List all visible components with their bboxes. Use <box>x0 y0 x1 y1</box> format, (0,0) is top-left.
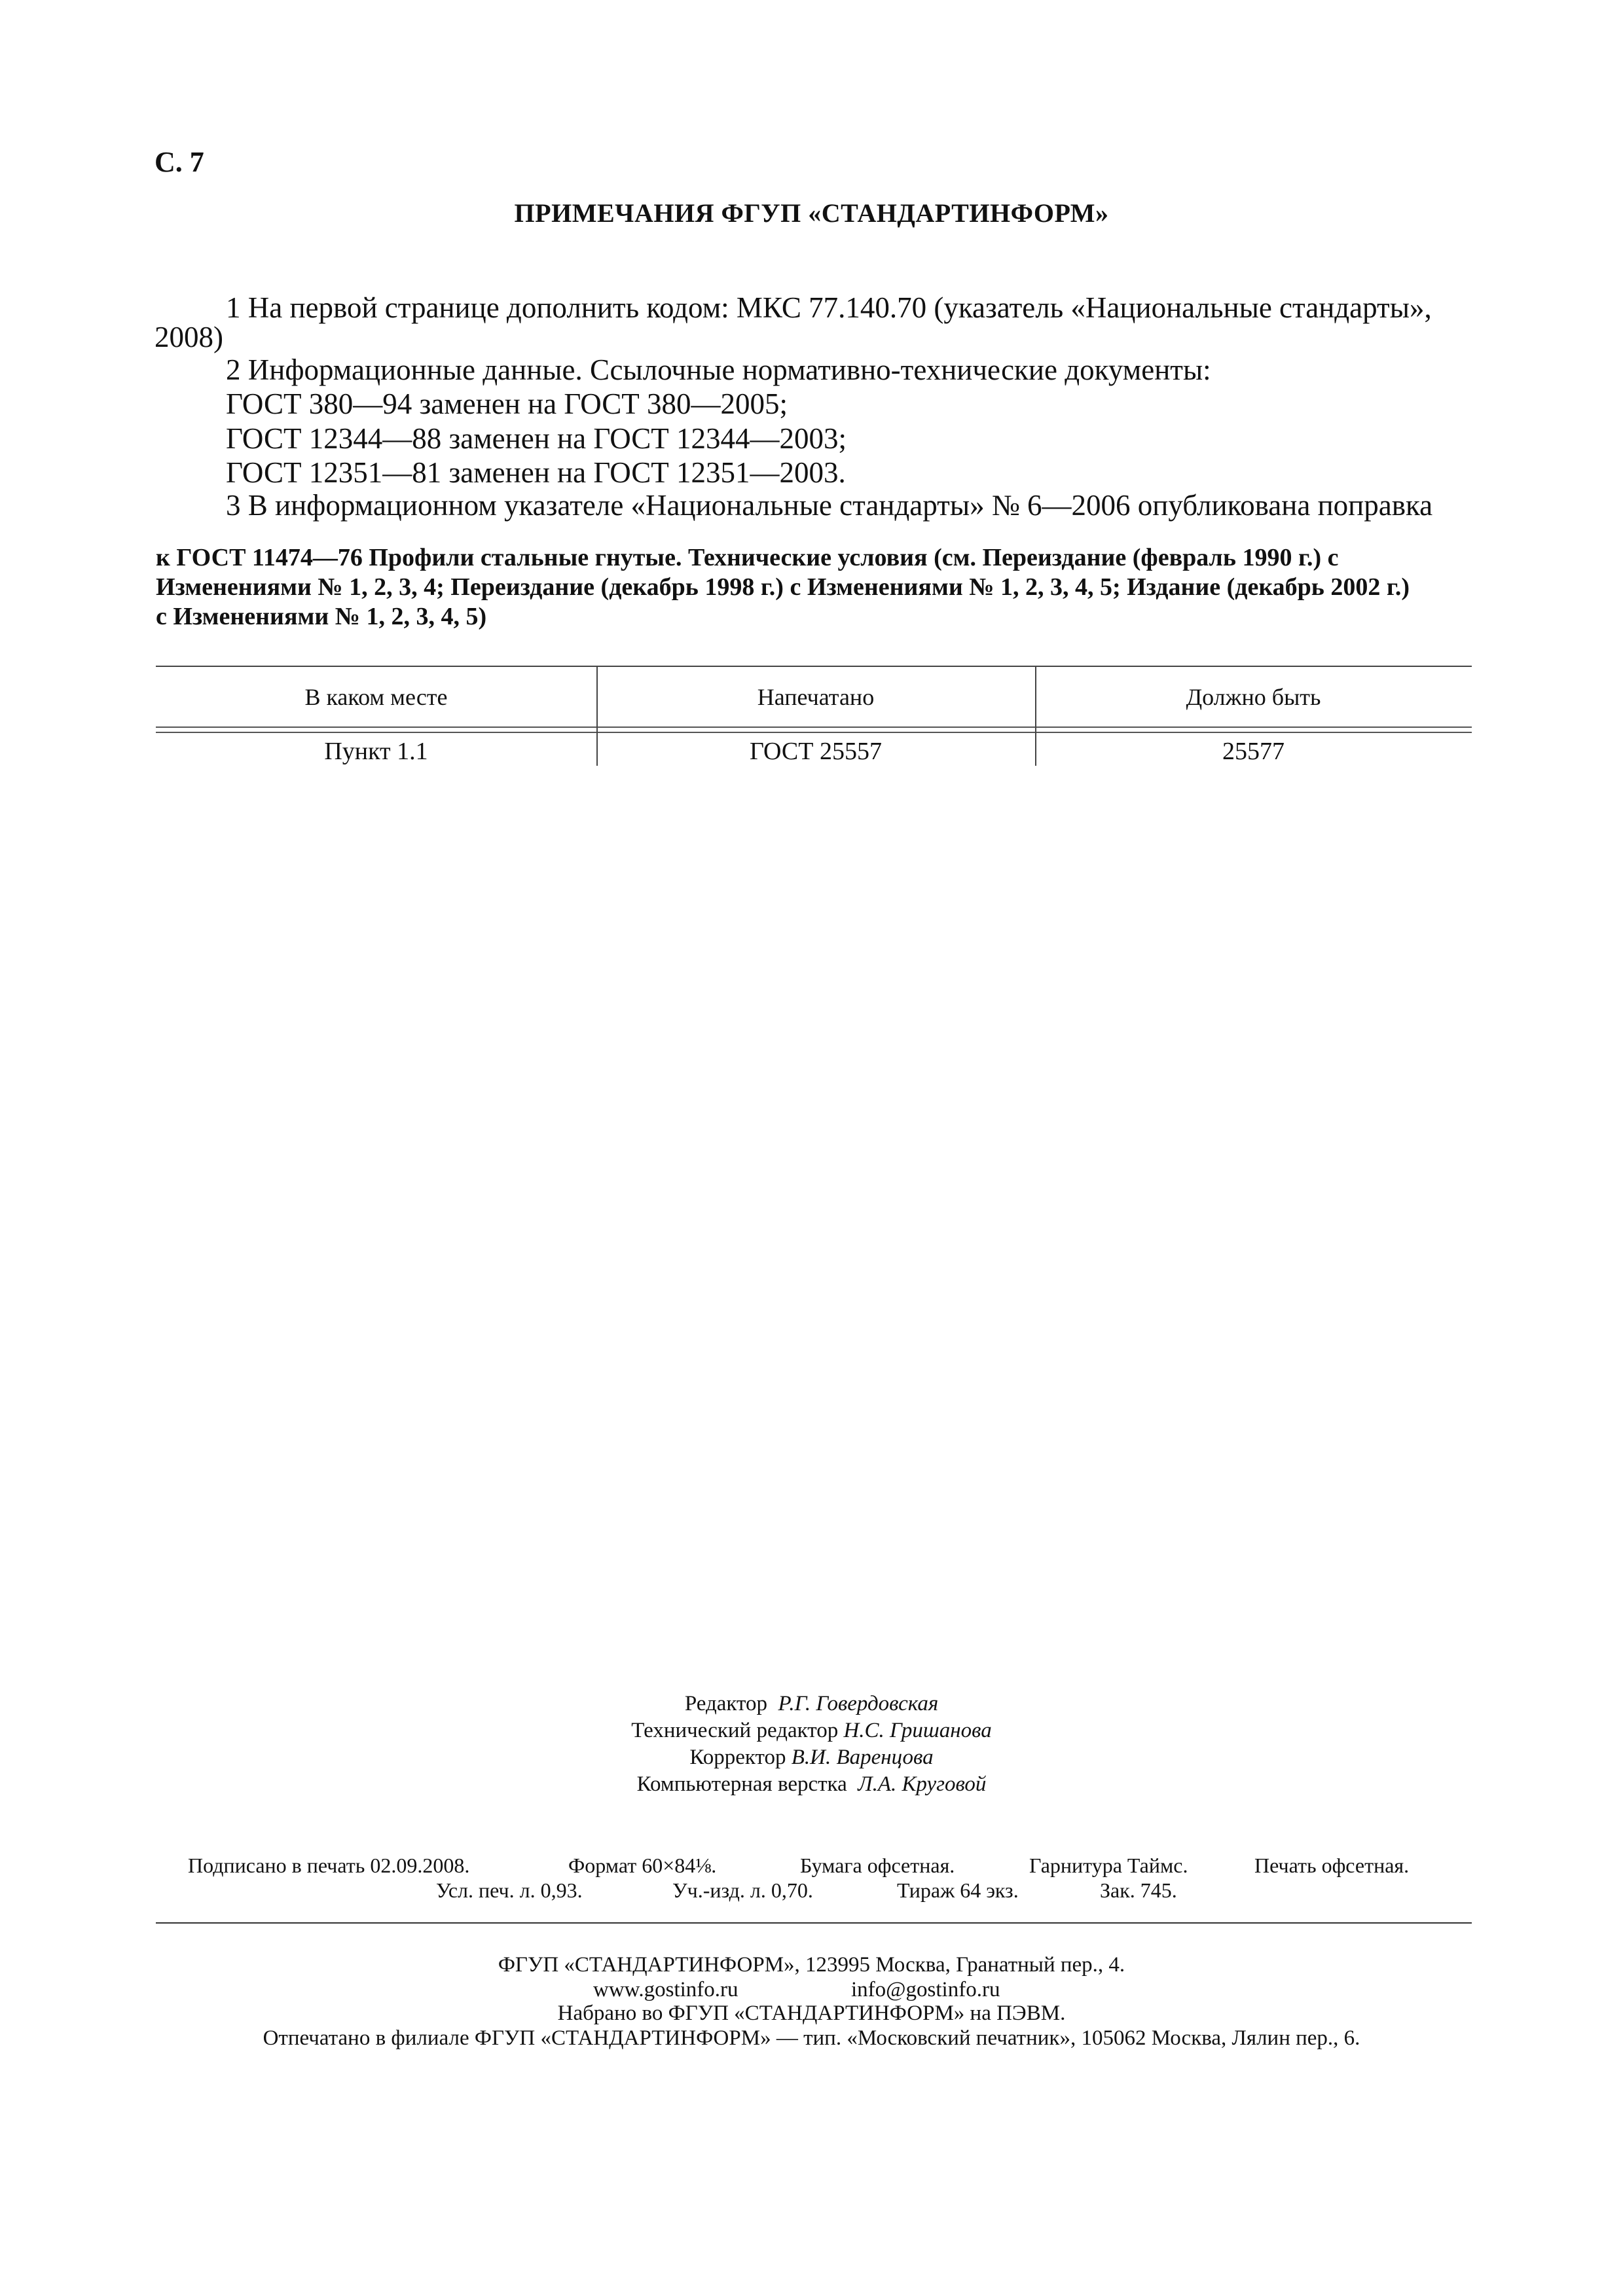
imprint-item: Тираж 64 экз. <box>897 1878 1019 1902</box>
note-item-3: 3 В информационном указателе «Национальные стандарты» № 6—2006 опубликована поправка <box>226 489 1433 522</box>
imprint-item: Гарнитура Таймс. <box>1029 1854 1188 1877</box>
credit-role: Компьютерная верстка <box>636 1772 847 1796</box>
imprint-item: Уч.-изд. л. 0,70. <box>672 1878 813 1902</box>
credit-role: Технический редактор <box>631 1719 839 1742</box>
imprint-item: Бумага офсетная. <box>800 1854 955 1877</box>
replacement-line: ГОСТ 380—94 заменен на ГОСТ 380—2005; <box>226 387 788 420</box>
table-header-cell: Напечатано <box>757 684 875 710</box>
correction-heading-line: Изменениями № 1, 2, 3, 4; Переиздание (декабрь 1998 г.) с Изменениями № 1, 2, 3, 4, 5; Издание (декабрь 2002 г.) <box>156 573 1410 601</box>
credit-name: Р.Г. Говердовская <box>778 1692 939 1715</box>
footer-publisher: ФГУП «СТАНДАРТИНФОРМ», 123995 Москва, Гранатный пер., 4. <box>498 1953 1125 1977</box>
replacement-line: ГОСТ 12344—88 заменен на ГОСТ 12344—2003; <box>226 422 847 455</box>
correction-heading <box>156 543 1472 632</box>
table-header-cell: В каком месте <box>304 684 448 710</box>
credit-role: Редактор <box>684 1692 767 1715</box>
table-header-cell: Должно быть <box>1186 684 1321 710</box>
table-cell: 25577 <box>1222 738 1285 765</box>
credit-role: Корректор <box>689 1746 786 1769</box>
imprint-item: Усл. печ. л. 0,93. <box>436 1878 583 1902</box>
correction-table <box>156 666 1472 766</box>
imprint-item: Формат 60×84⅛. <box>568 1854 717 1877</box>
divider-rule <box>156 1922 1472 1924</box>
credit-line <box>0 1744 1623 1771</box>
credit-name: Н.С. Гришанова <box>843 1719 992 1742</box>
notes-title: ПРИМЕЧАНИЯ ФГУП «СТАНДАРТИНФОРМ» <box>514 198 1109 228</box>
credit-name: Л.А. Круговой <box>858 1772 987 1796</box>
footer-website-link[interactable]: www.gostinfo.ru <box>593 1978 739 2001</box>
table-top-rule <box>156 666 1472 667</box>
imprint-item: Зак. 745. <box>1100 1878 1177 1902</box>
table-cell: Пункт 1.1 <box>324 738 428 765</box>
imprint-item: Подписано в печать 02.09.2008. <box>188 1854 470 1877</box>
credit-name: В.И. Варенцова <box>791 1746 934 1769</box>
correction-heading-line: к ГОСТ 11474—76 Профили стальные гнутые. Технические условия (см. Переиздание (февраль 1990 г.) с <box>156 544 1339 571</box>
note-item-1-continuation: 2008) <box>155 321 223 353</box>
footer-printed: Отпечатано в филиале ФГУП «СТАНДАРТИНФОРМ» — тип. «Московский печатник», 105062 Москва, Лялин пер., 6. <box>263 2026 1360 2050</box>
table-cell: ГОСТ 25557 <box>750 738 882 765</box>
credits <box>0 1691 1623 1798</box>
table-header-rule <box>156 732 1472 733</box>
footer-email-link[interactable]: info@gostinfo.ru <box>851 1978 1000 2001</box>
footer-typeset: Набрано во ФГУП «СТАНДАРТИНФОРМ» на ПЭВМ. <box>557 2001 1066 2025</box>
note-item-1: 1 На первой странице дополнить кодом: МКС 77.140.70 (указатель «Национальные стандарты», <box>226 291 1432 324</box>
page-number: С. 7 <box>155 146 204 178</box>
credit-line <box>0 1691 1623 1717</box>
table-header-rule <box>156 726 1472 728</box>
imprint-item: Печать офсетная. <box>1254 1854 1410 1877</box>
credit-line <box>0 1771 1623 1798</box>
replacement-line: ГОСТ 12351—81 заменен на ГОСТ 12351—2003. <box>226 456 846 489</box>
note-item-2: 2 Информационные данные. Ссылочные нормативно-технические документы: <box>226 353 1211 386</box>
correction-heading-line: с Изменениями № 1, 2, 3, 4, 5) <box>156 603 487 630</box>
credit-line <box>0 1717 1623 1744</box>
